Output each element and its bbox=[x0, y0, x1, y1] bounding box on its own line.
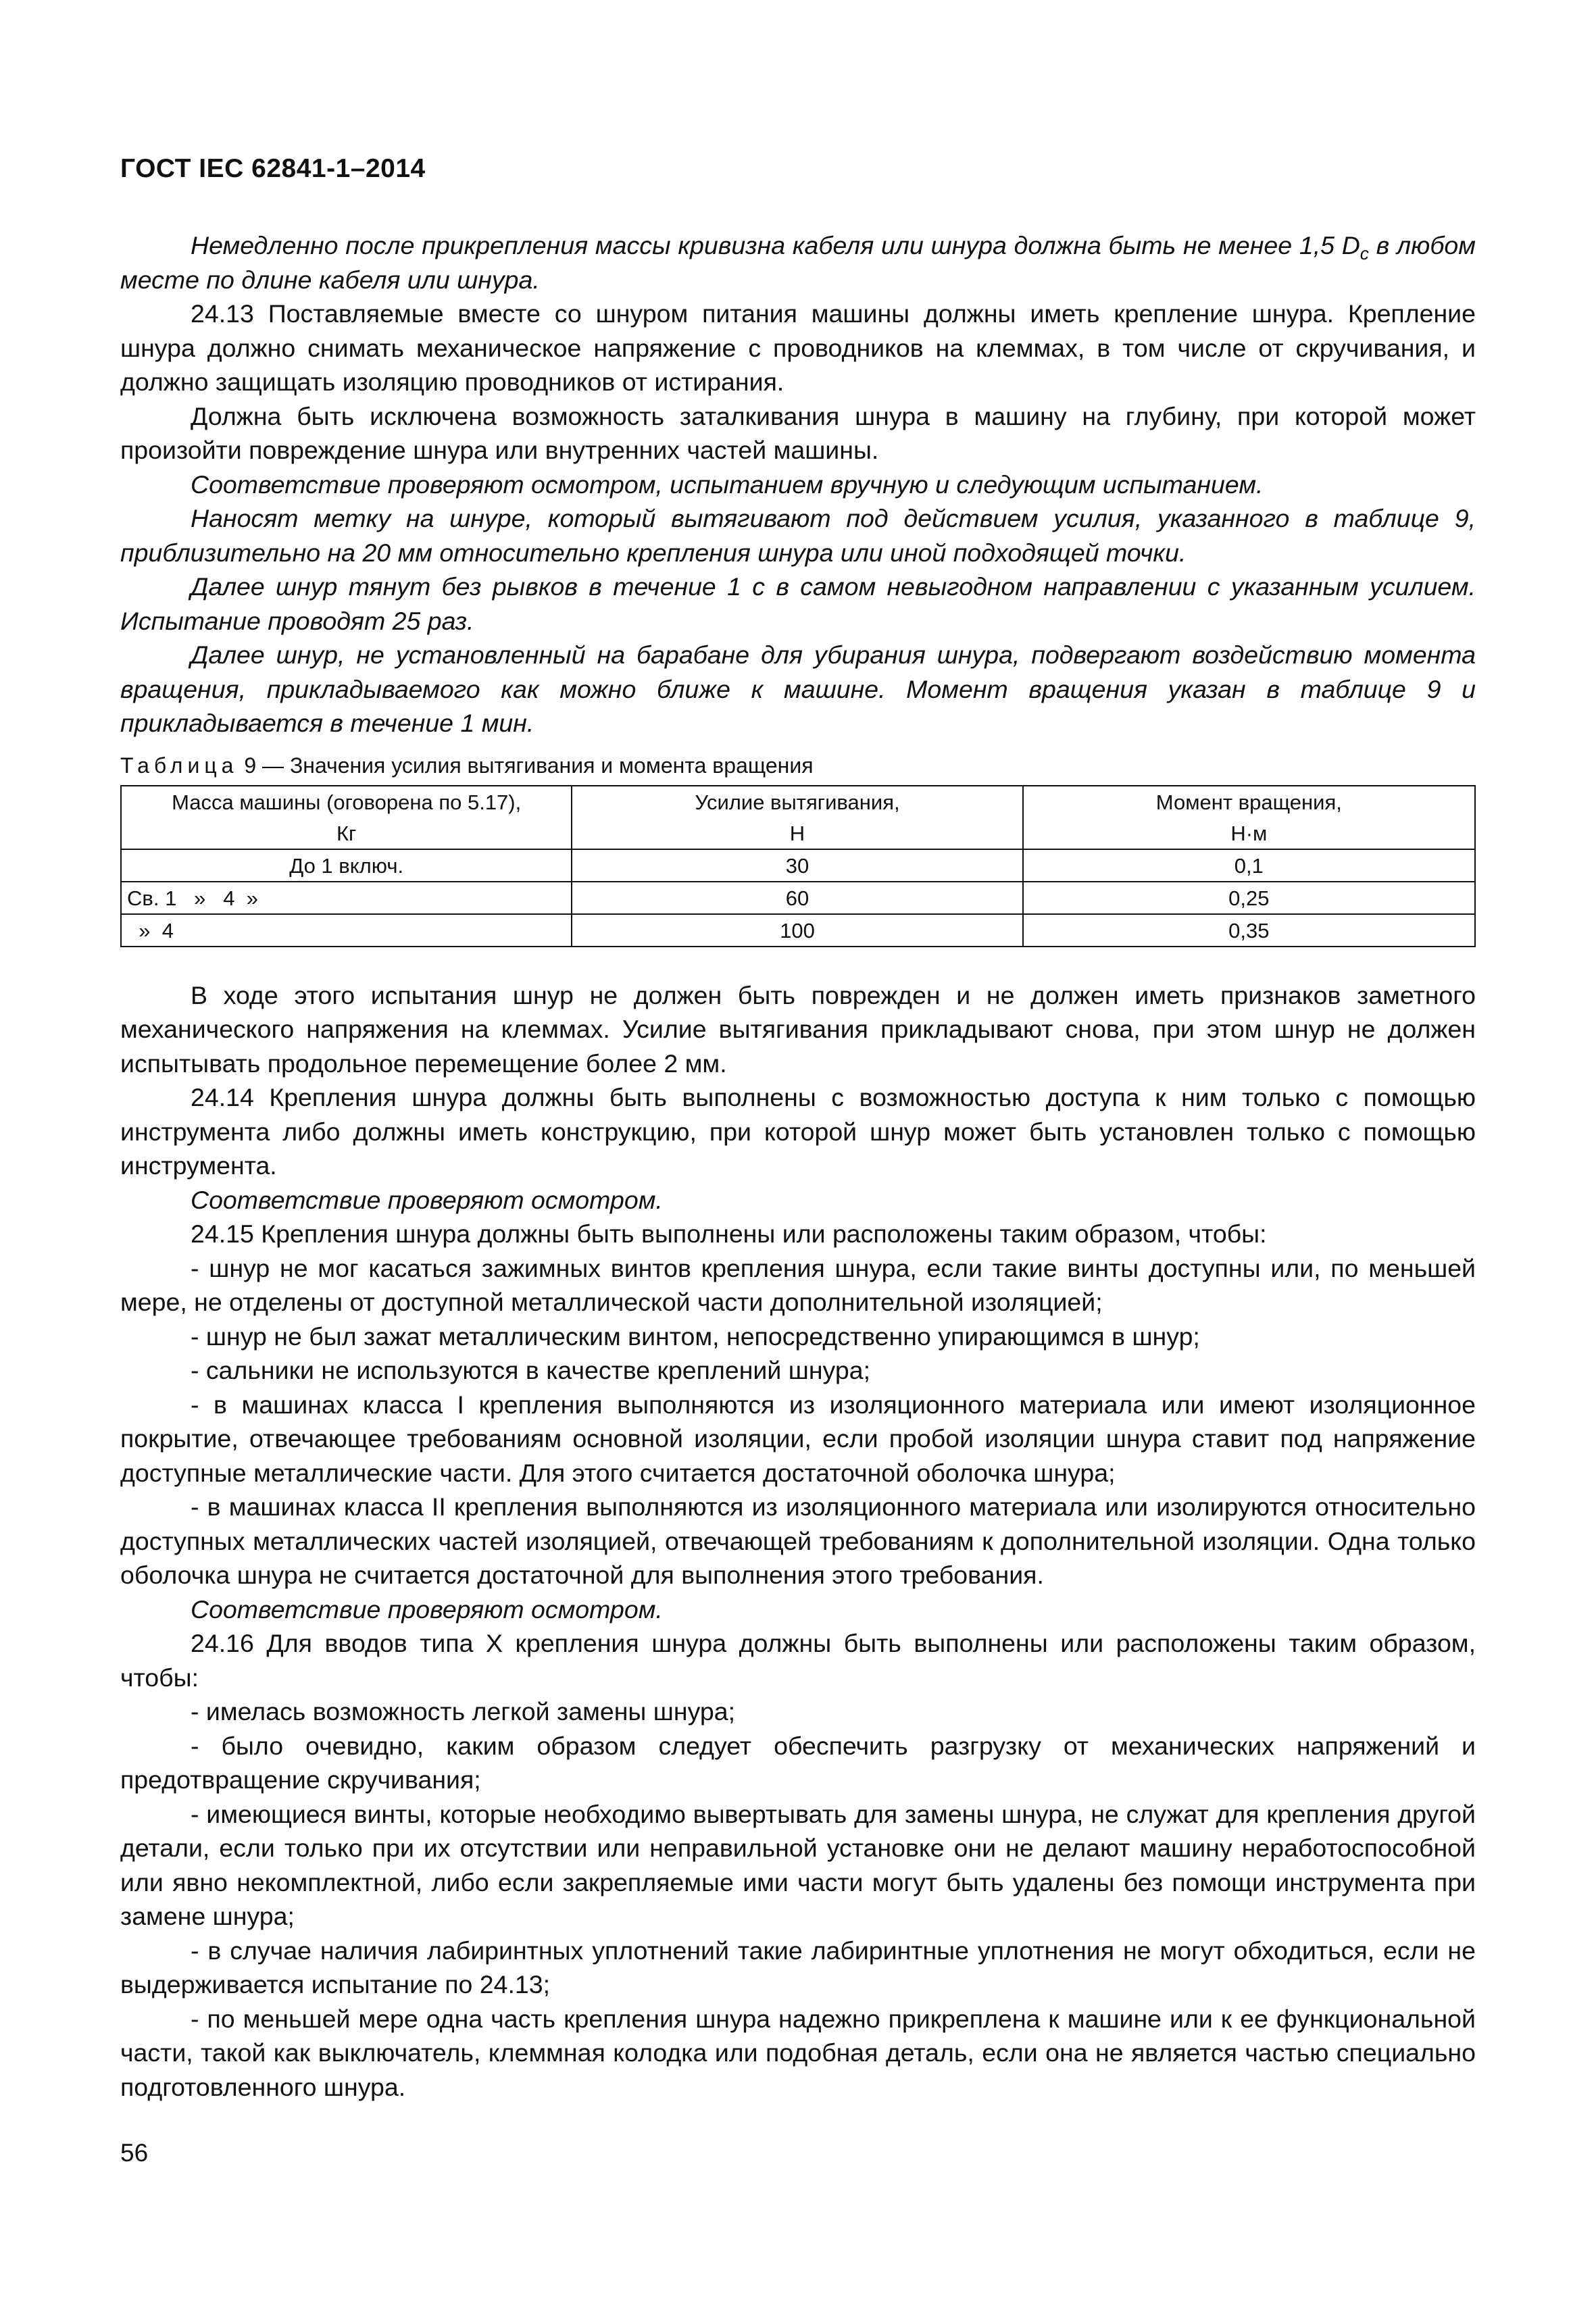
paragraph-text: 24.14 Крепления шнура должны быть выполнены с возможностью доступа к ним только с помощью инструмента либо должны иметь конструкцию, при которой шнур может быть установлен только с помощью инструмента. bbox=[120, 1083, 1476, 1180]
paragraph bbox=[120, 297, 1476, 399]
paragraphs-top bbox=[120, 228, 1476, 740]
paragraph bbox=[120, 1694, 1476, 1729]
paragraph bbox=[120, 1080, 1476, 1183]
table-caption-text: 9 — Значения усилия вытягивания и момента вращения bbox=[238, 753, 814, 778]
paragraph-text: - было очевидно, каким образом следует обеспечить разгрузку от механических напряжений и предотвращение скручивания; bbox=[120, 1731, 1476, 1794]
header-cell: Усилие вытягивания, bbox=[572, 786, 1022, 818]
table-cell: 0,25 bbox=[1023, 882, 1475, 914]
paragraph-text: Немедленно после прикрепления массы кривизна кабеля или шнура должна быть не менее 1,5 D bbox=[191, 231, 1360, 259]
paragraph-text: Далее шнур, не установленный на барабане для убирания шнура, подвергают воздействию момента вращения, прикладываемого как можно ближе к машине. Момент вращения указан в таблице 9 и прикладывается в течение 1 мин. bbox=[120, 640, 1476, 737]
table-caption bbox=[120, 750, 1476, 781]
paragraph-text: 24.15 Крепления шнура должны быть выполнены или расположены таким образом, чтобы: bbox=[191, 1219, 1267, 1248]
paragraph bbox=[120, 1797, 1476, 1934]
paragraph bbox=[120, 1217, 1476, 1251]
paragraph-text: Соответствие проверяют осмотром. bbox=[191, 1594, 663, 1624]
table-cell: 100 bbox=[572, 914, 1022, 947]
paragraph bbox=[120, 468, 1476, 502]
table-row bbox=[121, 849, 1475, 882]
paragraph bbox=[120, 501, 1476, 570]
paragraph-text: 24.16 Для вводов типа X крепления шнура должны быть выполнены или расположены таким образом, чтобы: bbox=[120, 1629, 1476, 1692]
paragraph-text: Далее шнур тянут без рывков в течение 1 с в самом невыгодном направлении с указанным усилием. Испытание проводят 25 раз. bbox=[120, 572, 1476, 635]
paragraph-text: - в машинах класса II крепления выполняются из изоляционного материала или изолируются относительно доступных металлических частей изоляцией, отвечающей требованиям к дополнительной изоляции. Одна только оболочка шнура не считается достаточной для выполнения этого требования. bbox=[120, 1492, 1476, 1589]
paragraph-text: - сальники не используются в качестве креплений шнура; bbox=[191, 1356, 870, 1384]
paragraph-text: - имелась возможность легкой замены шнура; bbox=[191, 1697, 736, 1726]
paragraph bbox=[120, 1934, 1476, 2002]
table-row bbox=[121, 882, 1475, 914]
paragraph bbox=[120, 1353, 1476, 1388]
paragraph-text-tail: в любом месте по длине кабеля или шнура. bbox=[120, 231, 1476, 294]
subscript: c bbox=[1360, 243, 1369, 263]
paragraph bbox=[120, 638, 1476, 740]
paragraph-text: Должна быть исключена возможность заталкивания шнура в машину на глубину, при которой может произойти повреждение шнура или внутренних частей машины. bbox=[120, 401, 1476, 464]
paragraph bbox=[120, 1729, 1476, 1797]
paragraph bbox=[120, 1626, 1476, 1694]
header-cell: Масса машины (оговорена по 5.17), bbox=[121, 786, 572, 818]
paragraph-text: - в случае наличия лабиринтных уплотнений такие лабиринтные уплотнения не могут обходиться, если не выдерживается испытание по 24.13; bbox=[120, 1936, 1476, 1998]
paragraph-text: Наносят метку на шнуре, который вытягивают под действием усилия, указанного в таблице 9, приблизительно на 20 мм относительно крепления шнура или иной подходящей точки. bbox=[120, 504, 1476, 567]
paragraph bbox=[120, 1388, 1476, 1490]
paragraph bbox=[120, 1490, 1476, 1592]
page-number: 56 bbox=[120, 2139, 149, 2167]
table-row bbox=[121, 914, 1475, 947]
paragraph bbox=[120, 399, 1476, 468]
table-cell: До 1 включ. bbox=[121, 849, 572, 882]
table-caption-label: Таблица bbox=[120, 753, 239, 778]
table-cell: 0,1 bbox=[1023, 849, 1475, 882]
paragraph bbox=[120, 1319, 1476, 1354]
paragraph bbox=[120, 1251, 1476, 1319]
unit-cell: Н·м bbox=[1023, 818, 1475, 849]
paragraph bbox=[120, 1592, 1476, 1627]
paragraph-text: Соответствие проверяют осмотром. bbox=[191, 1185, 663, 1214]
table-9 bbox=[120, 785, 1476, 947]
document-header: ГОСТ IEC 62841-1–2014 bbox=[120, 154, 426, 183]
paragraph bbox=[120, 978, 1476, 1081]
unit-cell: Кг bbox=[121, 818, 572, 849]
document-body bbox=[120, 228, 1476, 2104]
paragraph-text: - имеющиеся винты, которые необходимо вывертывать для замены шнура, не служат для крепления другой детали, если только при их отсутствии или неправильной установке они не делают машину неработоспособной или явно некомплектной, либо если закрепляемые ими части могут быть удалены без помощи инструмента при замене шнура; bbox=[120, 1799, 1476, 1930]
table-unit-row bbox=[121, 818, 1475, 849]
paragraph-text: Соответствие проверяют осмотром, испытанием вручную и следующим испытанием. bbox=[191, 470, 1264, 499]
paragraph-text: В ходе этого испытания шнур не должен быть поврежден и не должен иметь признаков заметного механического напряжения на клеммах. Усилие вытягивания прикладывают снова, при этом шнур не должен испытывать продольное перемещение более 2 мм. bbox=[120, 980, 1476, 1078]
paragraphs-bottom bbox=[120, 978, 1476, 2105]
table-header-row bbox=[121, 786, 1475, 818]
table-cell: Св. 1 » 4 » bbox=[121, 882, 572, 914]
paragraph-text: 24.13 Поставляемые вместе со шнуром питания машины должны иметь крепление шнура. Крепление шнура должно снимать механическое напряжение с проводников на клеммах, в том числе от скручивания, и должно защищать изоляцию проводников от истирания. bbox=[120, 299, 1476, 396]
table-cell: 0,35 bbox=[1023, 914, 1475, 947]
table-cell: 60 bbox=[572, 882, 1022, 914]
table-cell: » 4 bbox=[121, 914, 572, 947]
paragraph bbox=[120, 228, 1476, 297]
table-cell: 30 bbox=[572, 849, 1022, 882]
paragraph-text: - шнур не мог касаться зажимных винтов крепления шнура, если такие винты доступны или, по меньшей мере, не отделены от доступной металлической части дополнительной изоляцией; bbox=[120, 1253, 1476, 1316]
paragraph-text: - в машинах класса I крепления выполняются из изоляционного материала или имеют изоляционное покрытие, отвечающее требованиям основной изоляции, если пробой изоляции шнура ставит под напряжение доступные металлические части. Для этого считается достаточной оболочка шнура; bbox=[120, 1390, 1476, 1487]
unit-cell: Н bbox=[572, 818, 1022, 849]
header-cell: Момент вращения, bbox=[1023, 786, 1475, 818]
paragraph-text: - по меньшей мере одна часть крепления шнура надежно прикреплена к машине или к ее функциональной части, такой как выключатель, клеммная колодка или подобная деталь, если она не является частью специально подготовленного шнура. bbox=[120, 2004, 1476, 2101]
paragraph-text: - шнур не был зажат металлическим винтом, непосредственно упирающимся в шнур; bbox=[191, 1322, 1200, 1351]
paragraph bbox=[120, 2002, 1476, 2105]
paragraph bbox=[120, 1183, 1476, 1217]
paragraph bbox=[120, 570, 1476, 638]
